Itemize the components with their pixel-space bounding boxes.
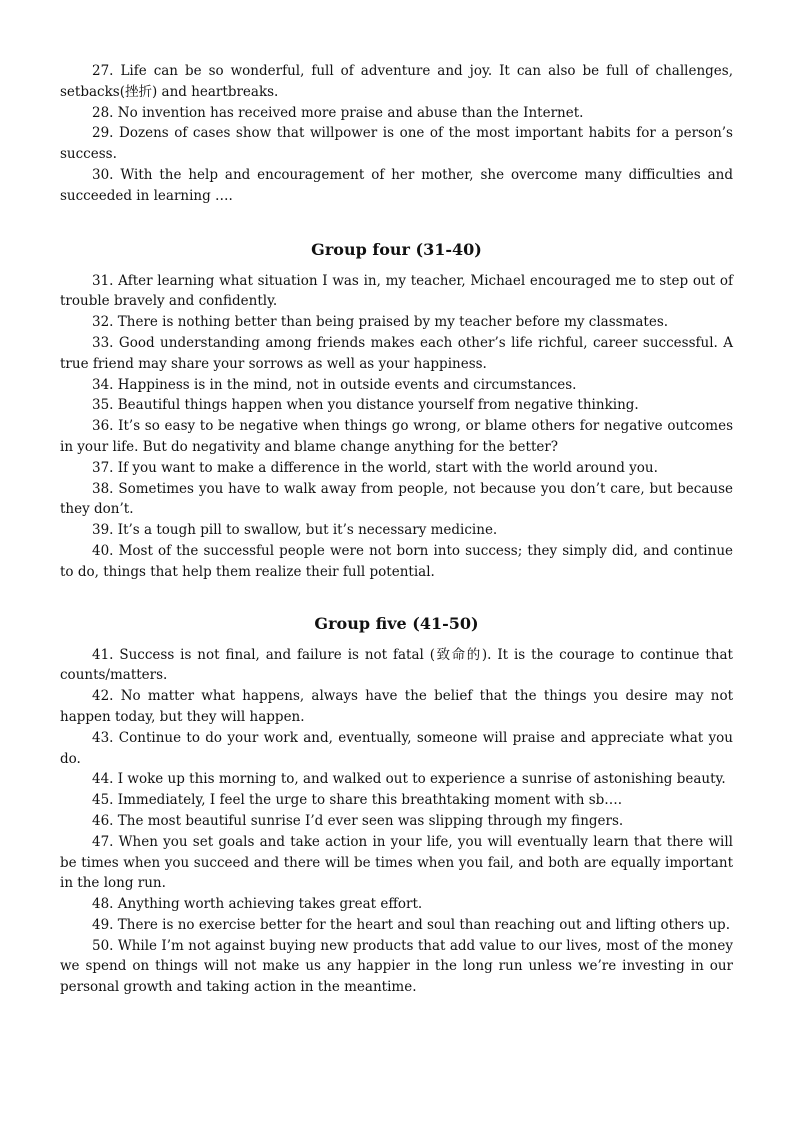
sentence-27: 27. Life can be so wonderful, full of adventure and joy. It can also be full of challenges, setbacks(挫折) and heartbreaks. [60, 63, 733, 100]
sentence-29: 29. Dozens of cases show that willpower is one of the most important habits for a person’s success. [60, 125, 733, 163]
sentence-46: 46. The most beautiful sunrise I’d ever seen was slipping through my fingers. [92, 812, 624, 829]
sentence-37: 37. If you want to make a difference in the world, start with the world around you. [92, 459, 658, 476]
sentence-48: 48. Anything worth achieving takes great effort. [92, 896, 423, 913]
sentence-41: 41. Success is not final, and failure is not fatal (致命的). It is the courage to continue that counts/matters. [60, 646, 733, 684]
sentence-39: 39. It’s a tough pill to swallow, but it’s necessary medicine. [92, 522, 498, 539]
sentence-44: 44. I woke up this morning to, and walked out to experience a sunrise of astonishing beauty. [92, 771, 726, 788]
document-page [60, 61, 733, 998]
sentence-36: 36. It’s so easy to be negative when things go wrong, or blame others for negative outcomes in your life. But do negativity and blame change anything for the better? [60, 418, 733, 455]
sentence-35: 35. Beautiful things happen when you distance yourself from negative thinking. [92, 397, 639, 414]
group-four-heading: Group four (31-40) [311, 239, 482, 259]
sentence-30: 30. With the help and encouragement of her mother, she overcome many difficulties and succeeded in learning …. [60, 166, 733, 204]
group-five-section [60, 645, 733, 999]
sentence-43: 43. Continue to do your work and, eventually, someone will praise and appreciate what you do. [60, 729, 733, 767]
sentence-49: 49. There is no exercise better for the heart and soul than reaching out and lifting others up. [92, 916, 730, 933]
sentence-34: 34. Happiness is in the mind, not in outside events and circumstances. [92, 376, 577, 393]
group-three-tail-section [60, 61, 733, 207]
sentence-32: 32. There is nothing better than being praised by my teacher before my classmates. [92, 314, 669, 331]
sentence-28: 28. No invention has received more praise and abuse than the Internet. [92, 104, 584, 121]
sentence-47: 47. When you set goals and take action in your life, you will eventually learn that there will be times when you succeed and there will be times when you fail, and both are equally important in the long run. [60, 833, 733, 892]
sentence-38: 38. Sometimes you have to walk away from people, not because you don’t care, but because they don’t. [60, 480, 733, 518]
group-five-heading: Group five (41-50) [314, 613, 479, 633]
sentence-40: 40. Most of the successful people were not born into success; they simply did, and continue to do, things that help them realize their full potential. [60, 542, 733, 580]
sentence-50: 50. While I’m not against buying new products that add value to our lives, most of the money we spend on things will not make us any happier in the long run unless we’re investing in our personal growth and taking action in the meantime. [60, 937, 733, 996]
sentence-33: 33. Good understanding among friends makes each other’s life richful, career successful. A true friend may share your sorrows as well as your happiness. [60, 334, 733, 372]
sentence-42: 42. No matter what happens, always have the belief that the things you desire may not happen today, but they will happen. [60, 688, 733, 725]
sentence-31: 31. After learning what situation I was in, my teacher, Michael encouraged me to step out of trouble bravely and confidently. [60, 272, 733, 310]
group-four-section [60, 271, 733, 583]
sentence-45: 45. Immediately, I feel the urge to share this breathtaking moment with sb…. [92, 792, 623, 809]
